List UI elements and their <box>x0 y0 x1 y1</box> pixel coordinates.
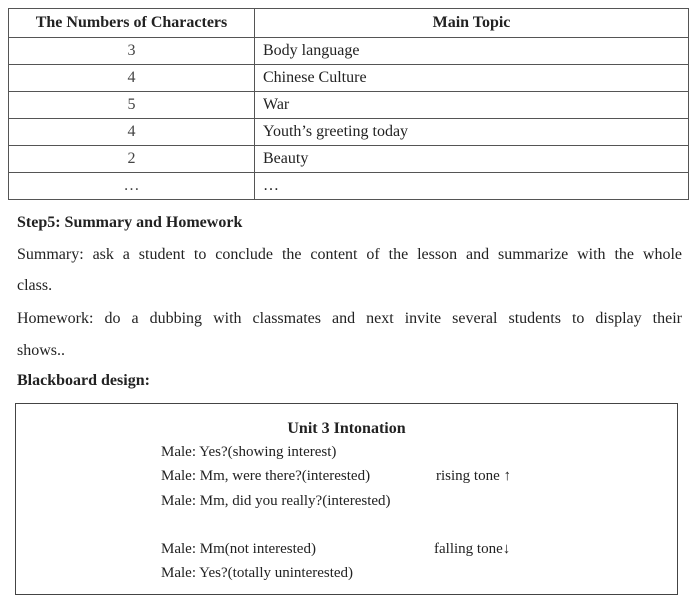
table-row <box>9 146 689 173</box>
main-topic-cell: … <box>255 173 689 200</box>
main-topic-cell: Body language <box>255 38 689 65</box>
character-count-cell: 5 <box>9 92 255 119</box>
blackboard-heading: Blackboard design: <box>17 372 150 389</box>
blackboard-title: Unit 3 Intonation <box>287 420 406 437</box>
dialogue-line: Male: Mm, did you really?(interested) <box>161 493 391 509</box>
main-topic-cell: War <box>255 92 689 119</box>
homework-line-1: Homework: do a dubbing with classmates and next invite several students to display their <box>17 310 682 327</box>
character-count-cell: 2 <box>9 146 255 173</box>
topics-table <box>8 8 689 200</box>
table-row <box>9 65 689 92</box>
table-row <box>9 38 689 65</box>
rising-tone-label: rising tone ↑ <box>436 468 511 484</box>
falling-tone-label: falling tone↓ <box>434 541 511 557</box>
table-row <box>9 119 689 146</box>
step5-heading: Step5: Summary and Homework <box>17 214 243 231</box>
character-count-cell: 3 <box>9 38 255 65</box>
character-count-cell: 4 <box>9 119 255 146</box>
table-header-row <box>9 9 689 38</box>
summary-line-2: class. <box>17 277 53 294</box>
dialogue-line: Male: Mm, were there?(interested) <box>161 468 371 484</box>
main-topic-cell: Chinese Culture <box>255 65 689 92</box>
blackboard-box <box>15 403 678 595</box>
header-main-topic: Main Topic <box>255 9 689 38</box>
table-row <box>9 173 689 200</box>
main-topic-cell: Beauty <box>255 146 689 173</box>
main-topic-cell: Youth’s greeting today <box>255 119 689 146</box>
header-character-count: The Numbers of Characters <box>9 9 255 38</box>
dialogue-line: Male: Mm(not interested) <box>161 541 316 557</box>
dialogue-line: Male: Yes?(totally uninterested) <box>161 565 354 581</box>
character-count-cell: 4 <box>9 65 255 92</box>
table-row <box>9 92 689 119</box>
dialogue-line: Male: Yes?(showing interest) <box>161 444 337 460</box>
summary-line-1: Summary: ask a student to conclude the content of the lesson and summarize with the whole <box>17 246 682 263</box>
character-count-cell: … <box>9 173 255 200</box>
homework-line-2: shows.. <box>17 342 66 359</box>
